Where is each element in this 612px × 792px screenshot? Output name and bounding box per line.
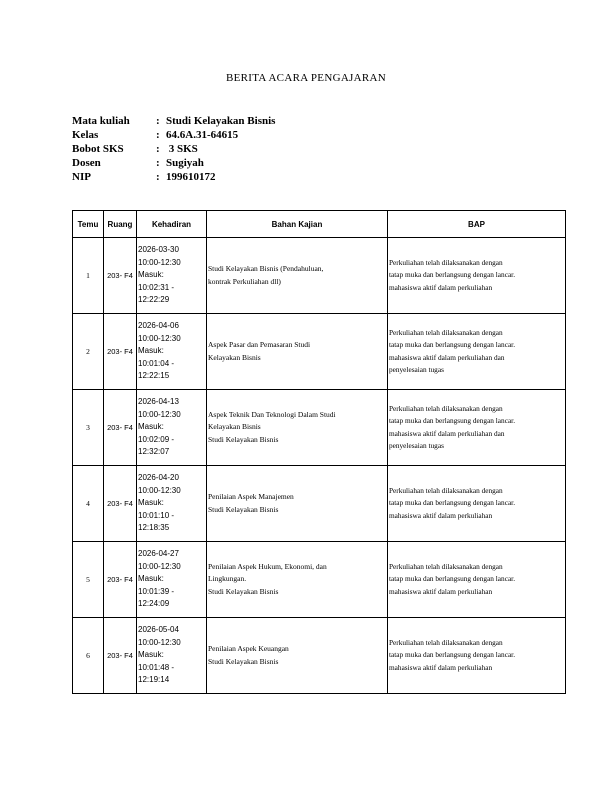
attendance-cell-line: 10:02:31 - [138, 282, 175, 292]
table-row [73, 238, 566, 314]
topic-cell [207, 390, 388, 466]
meeting-number: 2 [73, 314, 104, 390]
room-cell: 203- F4 [104, 390, 137, 466]
attendance-cell-line: 10:01:48 - [138, 662, 175, 672]
info-label: Bobot SKS [72, 143, 124, 155]
attendance-cell [137, 542, 207, 618]
header-meeting: Temu [73, 211, 104, 238]
topic-cell-line: Penilaian Aspek Hukum, Ekonomi, dan [208, 561, 327, 571]
topic-cell [207, 542, 388, 618]
meeting-number: 1 [73, 238, 104, 314]
bap-cell [388, 238, 566, 314]
attendance-cell [137, 314, 207, 390]
attendance-cell-line: Masuk: [138, 422, 164, 432]
topic-cell [207, 238, 388, 314]
topic-cell-line: Studi Kelayakan Bisnis [208, 504, 279, 514]
topic-cell-line: kontrak Perkuliahan dll) [208, 276, 281, 286]
table-row [73, 466, 566, 542]
bap-cell [388, 390, 566, 466]
bap-cell-line: tatap muka dan berlangsung dengan lancar. [389, 498, 516, 508]
topic-cell-line: Aspek Teknik Dan Teknologi Dalam Studi [208, 409, 336, 419]
meeting-number: 5 [73, 542, 104, 618]
topic-cell-line: Lingkungan. [208, 574, 247, 584]
bap-cell-line: Perkuliahan telah dilaksanakan dengan [389, 257, 503, 267]
bap-cell-line: Perkuliahan telah dilaksanakan dengan [389, 327, 503, 337]
bap-cell-line: Perkuliahan telah dilaksanakan dengan [389, 561, 503, 571]
info-value: Studi Kelayakan Bisnis [166, 115, 276, 127]
bap-cell [388, 466, 566, 542]
attendance-cell [137, 238, 207, 314]
bap-cell [388, 618, 566, 694]
topic-cell-line: Studi Kelayakan Bisnis [208, 586, 279, 596]
bap-cell-line: mahasiswa aktif dalam perkuliahan [389, 510, 493, 520]
room-cell: 203- F4 [104, 314, 137, 390]
attendance-cell-line: 10:00-12:30 [138, 257, 181, 267]
info-row [72, 142, 275, 156]
attendance-cell [137, 390, 207, 466]
attendance-cell-line: 2026-04-13 [138, 397, 179, 407]
meeting-number: 3 [73, 390, 104, 466]
attendance-cell-line: 2026-04-06 [138, 321, 179, 331]
info-separator: : [156, 143, 160, 155]
info-value: 3 SKS [166, 143, 198, 155]
document-title: BERITA ACARA PENGAJARAN [225, 72, 387, 84]
topic-cell-line: Studi Kelayakan Bisnis [208, 656, 279, 666]
bap-cell-line: tatap muka dan berlangsung dengan lancar. [389, 340, 516, 349]
topic-cell-line: Kelayakan Bisnis [208, 422, 261, 432]
table-row [73, 314, 566, 390]
attendance-cell-line: 2026-04-20 [138, 473, 179, 483]
table-row [73, 618, 566, 694]
attendance-cell-line: Masuk: [138, 574, 164, 584]
meeting-number: 6 [73, 618, 104, 694]
attendance-cell-line: 12:24:09 [138, 599, 170, 609]
bap-cell-line: penyelesaian tugas [389, 441, 444, 450]
info-row [72, 128, 275, 142]
attendance-cell-line: 12:18:35 [138, 523, 170, 533]
topic-cell [207, 314, 388, 390]
room-cell: 203- F4 [104, 238, 137, 314]
bap-cell-line: Perkuliahan telah dilaksanakan dengan [389, 485, 503, 495]
attendance-cell-line: Masuk: [138, 650, 164, 660]
bap-cell-line: penyelesaian tugas [389, 365, 444, 374]
attendance-cell-line: 10:00-12:30 [138, 333, 181, 343]
attendance-cell-line: 12:22:15 [138, 371, 170, 381]
info-label: Mata kuliah [72, 115, 130, 127]
topic-cell-line: Penilaian Aspek Manajemen [208, 492, 294, 501]
topic-cell [207, 618, 388, 694]
attendance-cell-line: 10:00-12:30 [138, 485, 181, 495]
attendance-cell-line: 10:02:09 - [138, 434, 175, 444]
info-row [72, 114, 275, 128]
attendance-cell-line: 10:01:04 - [138, 358, 175, 368]
bap-cell-line: Perkuliahan telah dilaksanakan dengan [389, 403, 503, 413]
bap-cell [388, 542, 566, 618]
attendance-cell-line: 10:01:10 - [138, 510, 175, 520]
attendance-cell [137, 618, 207, 694]
topic-cell-line: Studi Kelayakan Bisnis [208, 434, 279, 444]
topic-cell [207, 466, 388, 542]
attendance-cell-line: 10:01:39 - [138, 586, 175, 596]
attendance-cell-line: 2026-05-04 [138, 625, 179, 635]
bap-cell-line: mahasiswa aktif dalam perkuliahan dan [389, 428, 505, 438]
info-label: Dosen [72, 157, 101, 169]
attendance-cell-line: 10:00-12:30 [138, 637, 181, 647]
info-row [72, 170, 275, 184]
info-separator: : [156, 171, 160, 183]
attendance-cell-line: Masuk: [138, 346, 164, 356]
info-label: NIP [72, 171, 91, 183]
bap-cell-line: tatap muka dan berlangsung dengan lancar. [389, 270, 516, 280]
teaching-record-table [72, 210, 566, 694]
table-header-row [73, 211, 566, 238]
attendance-cell [137, 466, 207, 542]
header-bap: BAP [388, 211, 566, 238]
info-separator: : [156, 157, 160, 169]
room-cell: 203- F4 [104, 542, 137, 618]
bap-cell [388, 314, 566, 390]
attendance-cell-line: Masuk: [138, 270, 164, 280]
meeting-number: 4 [73, 466, 104, 542]
bap-cell-line: mahasiswa aktif dalam perkuliahan dan [389, 352, 505, 362]
topic-cell-line: Penilaian Aspek Keuangan [208, 644, 289, 653]
bap-cell-line: tatap muka dan berlangsung dengan lancar. [389, 574, 516, 584]
header-topic: Bahan Kajian [207, 211, 388, 238]
attendance-cell-line: 2026-04-27 [138, 549, 179, 559]
room-cell: 203- F4 [104, 466, 137, 542]
info-separator: : [156, 129, 160, 141]
topic-cell-line: Kelayakan Bisnis [208, 352, 261, 362]
bap-cell-line: Perkuliahan telah dilaksanakan dengan [389, 637, 503, 647]
bap-cell-line: tatap muka dan berlangsung dengan lancar. [389, 650, 516, 660]
topic-cell-line: Aspek Pasar dan Pemasaran Studi [208, 340, 311, 349]
attendance-cell-line: Masuk: [138, 498, 164, 508]
info-value: 199610172 [166, 171, 216, 183]
info-separator: : [156, 115, 160, 127]
bap-cell-line: mahasiswa aktif dalam perkuliahan [389, 586, 493, 596]
bap-cell-line: mahasiswa aktif dalam perkuliahan [389, 662, 493, 672]
attendance-cell-line: 12:19:14 [138, 675, 170, 685]
topic-cell-line: Studi Kelayakan Bisnis (Pendahuluan, [208, 264, 324, 273]
course-info [72, 114, 275, 184]
table-row [73, 542, 566, 618]
header-attendance: Kehadiran [137, 211, 207, 238]
bap-cell-line: mahasiswa aktif dalam perkuliahan [389, 282, 493, 292]
attendance-cell-line: 2026-03-30 [138, 245, 179, 255]
attendance-cell-line: 10:00-12:30 [138, 561, 181, 571]
header-room: Ruang [104, 211, 137, 238]
attendance-cell-line: 10:00-12:30 [138, 409, 181, 419]
bap-cell-line: tatap muka dan berlangsung dengan lancar. [389, 416, 516, 425]
attendance-cell-line: 12:32:07 [138, 447, 170, 457]
info-value: 64.6A.31-64615 [166, 129, 239, 141]
attendance-cell-line: 12:22:29 [138, 295, 170, 305]
table-row [73, 390, 566, 466]
info-label: Kelas [72, 129, 99, 141]
info-value: Sugiyah [166, 157, 204, 169]
info-row [72, 156, 275, 170]
room-cell: 203- F4 [104, 618, 137, 694]
